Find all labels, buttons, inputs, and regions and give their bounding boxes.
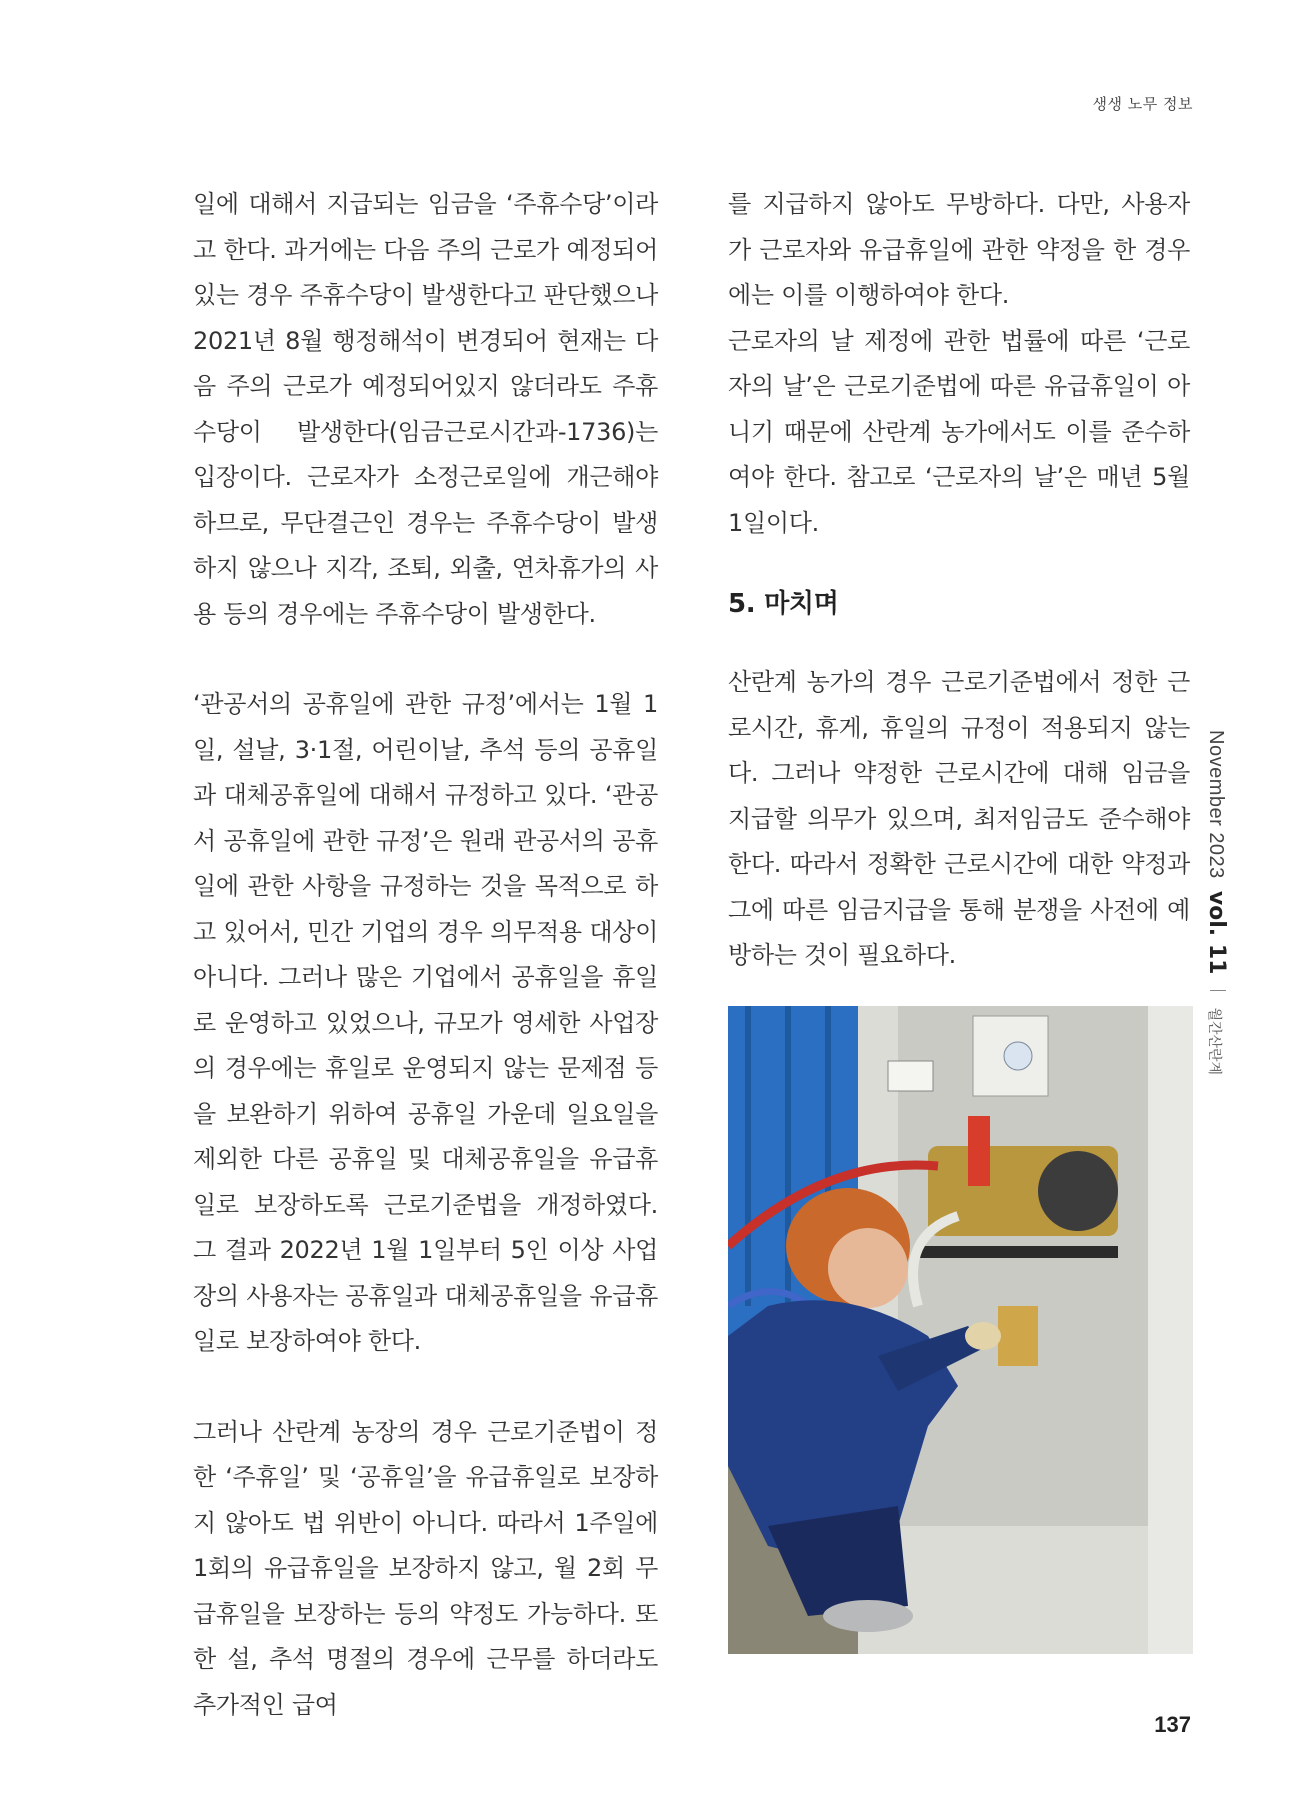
sidebar-divider bbox=[1210, 990, 1226, 991]
right-paragraph-2: 근로자의 날 제정에 관한 법률에 따른 ‘근로자의 날’은 근로기준법에 따른 유급휴일이 아니기 때문에 산란계 농가에서도 이를 준수하여야 한다. 참고로 ‘근로자의 날’은 매년 5월 1일이다. bbox=[728, 326, 1190, 537]
issue-volume: vol. 11 bbox=[1204, 890, 1229, 975]
motor-wheel bbox=[1038, 1151, 1118, 1231]
power-outlet bbox=[888, 1061, 933, 1091]
running-header: 생생 노무 정보 bbox=[1092, 95, 1193, 113]
worker-glove bbox=[965, 1322, 1001, 1350]
cabinet-door bbox=[1148, 1006, 1193, 1654]
left-paragraph-2: ‘관공서의 공휴일에 관한 규정’에서는 1월 1일, 설날, 3·1절, 어린이날, 추석 등의 공휴일과 대체공휴일에 대해서 규정하고 있다. ‘관공서 공휴일에 관한 규정’은 원래 관공서의 공휴일에 관한 사항을 규정하는 것을 목적으로 하고 있어서, 민간 기업의 경우 의무적용 대상이 아니다. 그러나 많은 기업에서 공휴일을 휴일로 운영하고 있었으나, 규모가 영세한 사업장의 경우에는 휴일로 운영되지 않는 문제점 등을 보완하기 위하여 공휴일 가운데 일요일을 제외한 다른 공휴일 및 대체공휴일을 유급휴일로 보장하도록 근로기준법을 개정하였다. 그 결과 2022년 1월 1일부터 5인 이상 사업장의 사용자는 공휴일과 대체공휴일을 유급휴일로 보장하여야 한다. bbox=[193, 690, 658, 1355]
worker-face bbox=[828, 1228, 908, 1308]
right-paragraph-3: 산란계 농가의 경우 근로기준법에서 정한 근로시간, 휴게, 휴일의 규정이 적용되지 않는다. 그러나 약정한 근로시간에 대해 임금을 지급할 의무가 있으며, 최저임금도 준수해야 한다. 따라서 정확한 근로시간에 대한 약정과 그에 따른 임금지급을 통해 분쟁을 사전에 예방하는 것이 필요하다. bbox=[728, 668, 1190, 969]
gauge-icon bbox=[1004, 1042, 1032, 1070]
magazine-name: 월간산란계 bbox=[1206, 1007, 1222, 1076]
worker-shoe bbox=[823, 1600, 913, 1632]
brass-fitting bbox=[998, 1306, 1038, 1366]
issue-month-year: November 2023 bbox=[1205, 730, 1227, 879]
photo-illustration bbox=[728, 1006, 1193, 1654]
right-column bbox=[728, 182, 1190, 979]
red-pressure-tank bbox=[968, 1116, 990, 1186]
left-paragraph-1: 일에 대해서 지급되는 임금을 ‘주휴수당’이라고 한다. 과거에는 다음 주의 근로가 예정되어 있는 경우 주휴수당이 발생한다고 판단했으나 2021년 8월 행정해석이 변경되어 현재는 다음 주의 근로가 예정되어있지 않더라도 주휴수당이 발생한다(임금근로시간과-1736)는 입장이다. 근로자가 소정근로일에 개근해야 하므로, 무단결근인 경우는 주휴수당이 발생하지 않으나 지각, 조퇴, 외출, 연차휴가의 사용 등의 경우에는 주휴수당이 발생한다. bbox=[193, 190, 658, 628]
sidebar-issue-label bbox=[1204, 730, 1229, 1075]
pump-frame bbox=[918, 1246, 1118, 1258]
left-paragraph-3: 그러나 산란계 농장의 경우 근로기준법이 정한 ‘주휴일’ 및 ‘공휴일’을 유급휴일로 보장하지 않아도 법 위반이 아니다. 따라서 1주일에 1회의 유급휴일을 보장하지 않고, 월 2회 무급휴일을 보장하는 등의 약정도 가능하다. 또한 설, 추석 명절의 경우에 근무를 하더라도 추가적인 급여 bbox=[193, 1417, 658, 1719]
left-column bbox=[193, 182, 658, 1728]
page-number: 137 bbox=[1154, 1712, 1191, 1737]
worker-repairing-pump-photo bbox=[728, 1006, 1193, 1654]
right-paragraph-1: 를 지급하지 않아도 무방하다. 다만, 사용자가 근로자와 유급휴일에 관한 약정을 한 경우에는 이를 이행하여야 한다. bbox=[728, 190, 1190, 309]
section-heading: 5. 마치며 bbox=[728, 589, 839, 619]
